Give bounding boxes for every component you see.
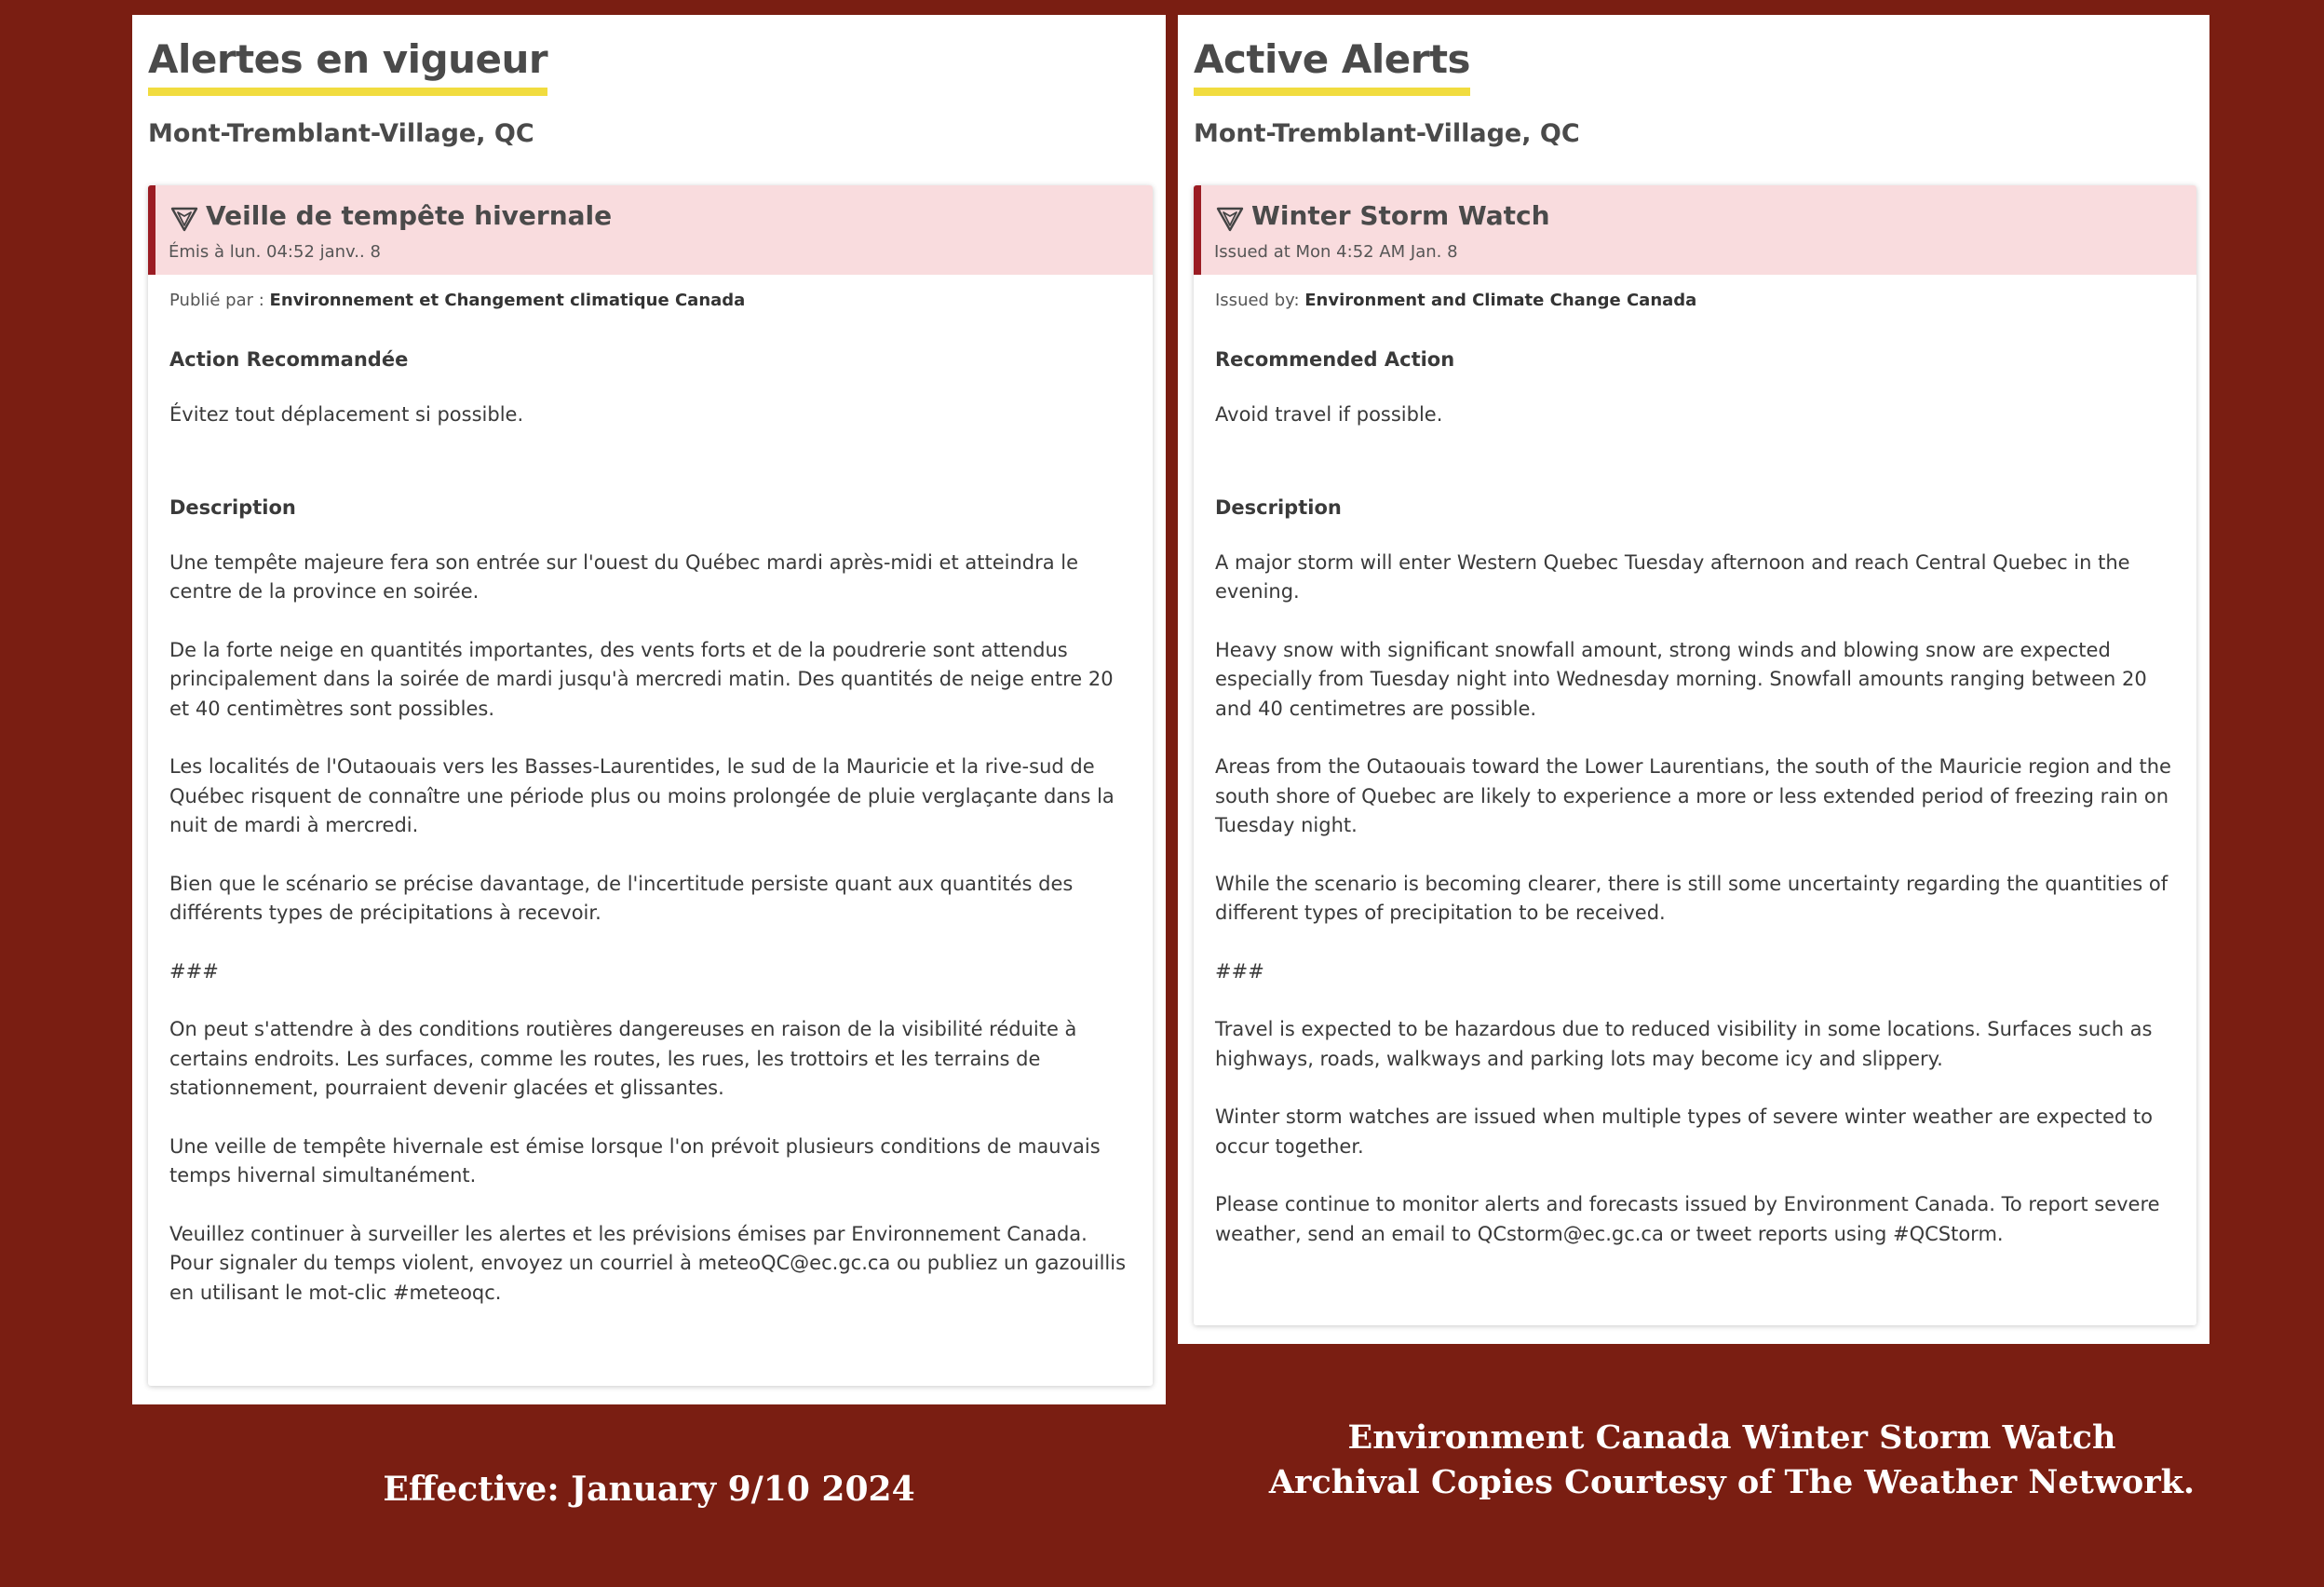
description-paragraph: Une veille de tempête hivernale est émise lorsque l'on prévoit plusieurs conditions de mauvais temps hivernal simultanément. [169, 1134, 1101, 1187]
description-paragraph: De la forte neige en quantités importantes, des vents forts et de la poudrerie sont attendus principalement dans la soirée de mardi jusqu'à mercredi matin. Des quantités de neige entre 20 et 40 centimètres sont possibles. [169, 638, 1114, 720]
alert-header[interactable] [1194, 185, 2196, 275]
alert-header[interactable] [148, 185, 1153, 275]
description-heading: Description [1215, 495, 1342, 519]
description-paragraph: Veuillez continuer à surveiller les alertes et les prévisions émises par Environnement Canada. Pour signaler du temps violent, envoyez un courriel à meteoQC@ec.gc.ca ou publiez un gazouillis en utilisant le mot-clic #meteoqc. [169, 1222, 1127, 1304]
recommended-action-text: Évitez tout déplacement si possible. [169, 403, 524, 426]
credit-line-title: Environment Canada Winter Storm Watch [1347, 1418, 2116, 1457]
page-title: Active Alerts [1194, 34, 1470, 96]
recommended-action-heading: Recommended Action [1215, 348, 1455, 371]
description-paragraph: Please continue to monitor alerts and forecasts issued by Environment Canada. To report severe weather, send an email to QCstorm@ec.gc.ca or tweet reports using #QCStorm. [1215, 1193, 2160, 1245]
alert-card [1194, 185, 2196, 1325]
credit-caption [1178, 1416, 2286, 1505]
published-by [1215, 290, 2174, 312]
publisher-name: Environnement et Changement climatique Canada [269, 291, 746, 310]
alert-card [148, 185, 1153, 1386]
description-paragraph: Areas from the Outaouais toward the Lower Laurentians, the south of the Mauricie region and the south shore of Quebec are likely to experience a more or less extended period of freezing rain on Tuesday night. [1215, 755, 2171, 836]
alert-body [169, 275, 1130, 1308]
location-label: Mont-Tremblant-Village, QC [148, 119, 534, 148]
effective-date-caption: Effective: January 9/10 2024 [383, 1470, 915, 1509]
credit-line-source: Archival Copies Courtesy of The Weather Network. [1268, 1463, 2196, 1501]
recommended-action-text: Avoid travel if possible. [1215, 403, 1443, 426]
alert-issued-time: Émis à lun. 04:52 janv.. 8 [169, 242, 381, 262]
french-alerts-panel [132, 15, 1166, 1404]
description-paragraph: A major storm will enter Western Quebec Tuesday afternoon and reach Central Quebec in the evening. [1215, 550, 2130, 603]
alert-body [1215, 275, 2174, 1249]
alert-title: Winter Storm Watch [1251, 200, 1550, 231]
description-separator: ### [1215, 959, 1264, 983]
description-paragraph: Bien que le scénario se précise davantage, de l'incertitude persiste quant aux quantités des différents types de précipitations à recevoir. [169, 872, 1074, 924]
description-paragraph: Une tempête majeure fera son entrée sur l'ouest du Québec mardi après-midi et atteindra le centre de la province en soirée. [169, 550, 1079, 603]
description-paragraph: Winter storm watches are issued when multiple types of severe winter weather are expected to occur together. [1215, 1105, 2153, 1158]
description-heading: Description [169, 495, 296, 519]
alert-issued-time: Issued at Mon 4:52 AM Jan. 8 [1214, 242, 1458, 262]
published-by [169, 290, 1130, 312]
page-title: Alertes en vigueur [148, 34, 547, 96]
warning-triangle-icon [170, 206, 198, 232]
description-paragraph: Heavy snow with significant snowfall amount, strong winds and blowing snow are expected especially from Tuesday night into Wednesday morning. Snowfall amounts ranging between 20 and 40 centimetres are possible. [1215, 638, 2147, 720]
published-label: Publié par : [169, 291, 264, 310]
warning-triangle-icon [1216, 206, 1244, 232]
description-paragraph: Travel is expected to be hazardous due to reduced visibility in some locations. Surfaces such as highways, roads, walkways and parking lots may become icy and slippery. [1215, 1018, 2153, 1070]
description-paragraph: Les localités de l'Outaouais vers les Basses-Laurentides, le sud de la Mauricie et la rive-sud de Québec risquent de connaître une période plus ou moins prolongée de pluie verglaçante dans la nuit de mardi à mercredi. [169, 755, 1115, 836]
published-label: Issued by: [1215, 291, 1300, 310]
description-paragraph: On peut s'attendre à des conditions routières dangereuses en raison de la visibilité réduite à certains endroits. Les surfaces, comme les routes, les rues, les trottoirs et les terrains de stationnement, pourraient devenir glacées et glissantes. [169, 1018, 1077, 1099]
location-label: Mont-Tremblant-Village, QC [1194, 119, 1580, 148]
description-paragraph: While the scenario is becoming clearer, there is still some uncertainty regarding the quantities of different types of precipitation to be received. [1215, 872, 2169, 924]
english-alerts-panel [1178, 15, 2209, 1344]
alert-title: Veille de tempête hivernale [206, 200, 613, 231]
description-separator: ### [169, 959, 219, 983]
recommended-action-heading: Action Recommandée [169, 348, 409, 371]
publisher-name: Environment and Climate Change Canada [1304, 291, 1697, 310]
